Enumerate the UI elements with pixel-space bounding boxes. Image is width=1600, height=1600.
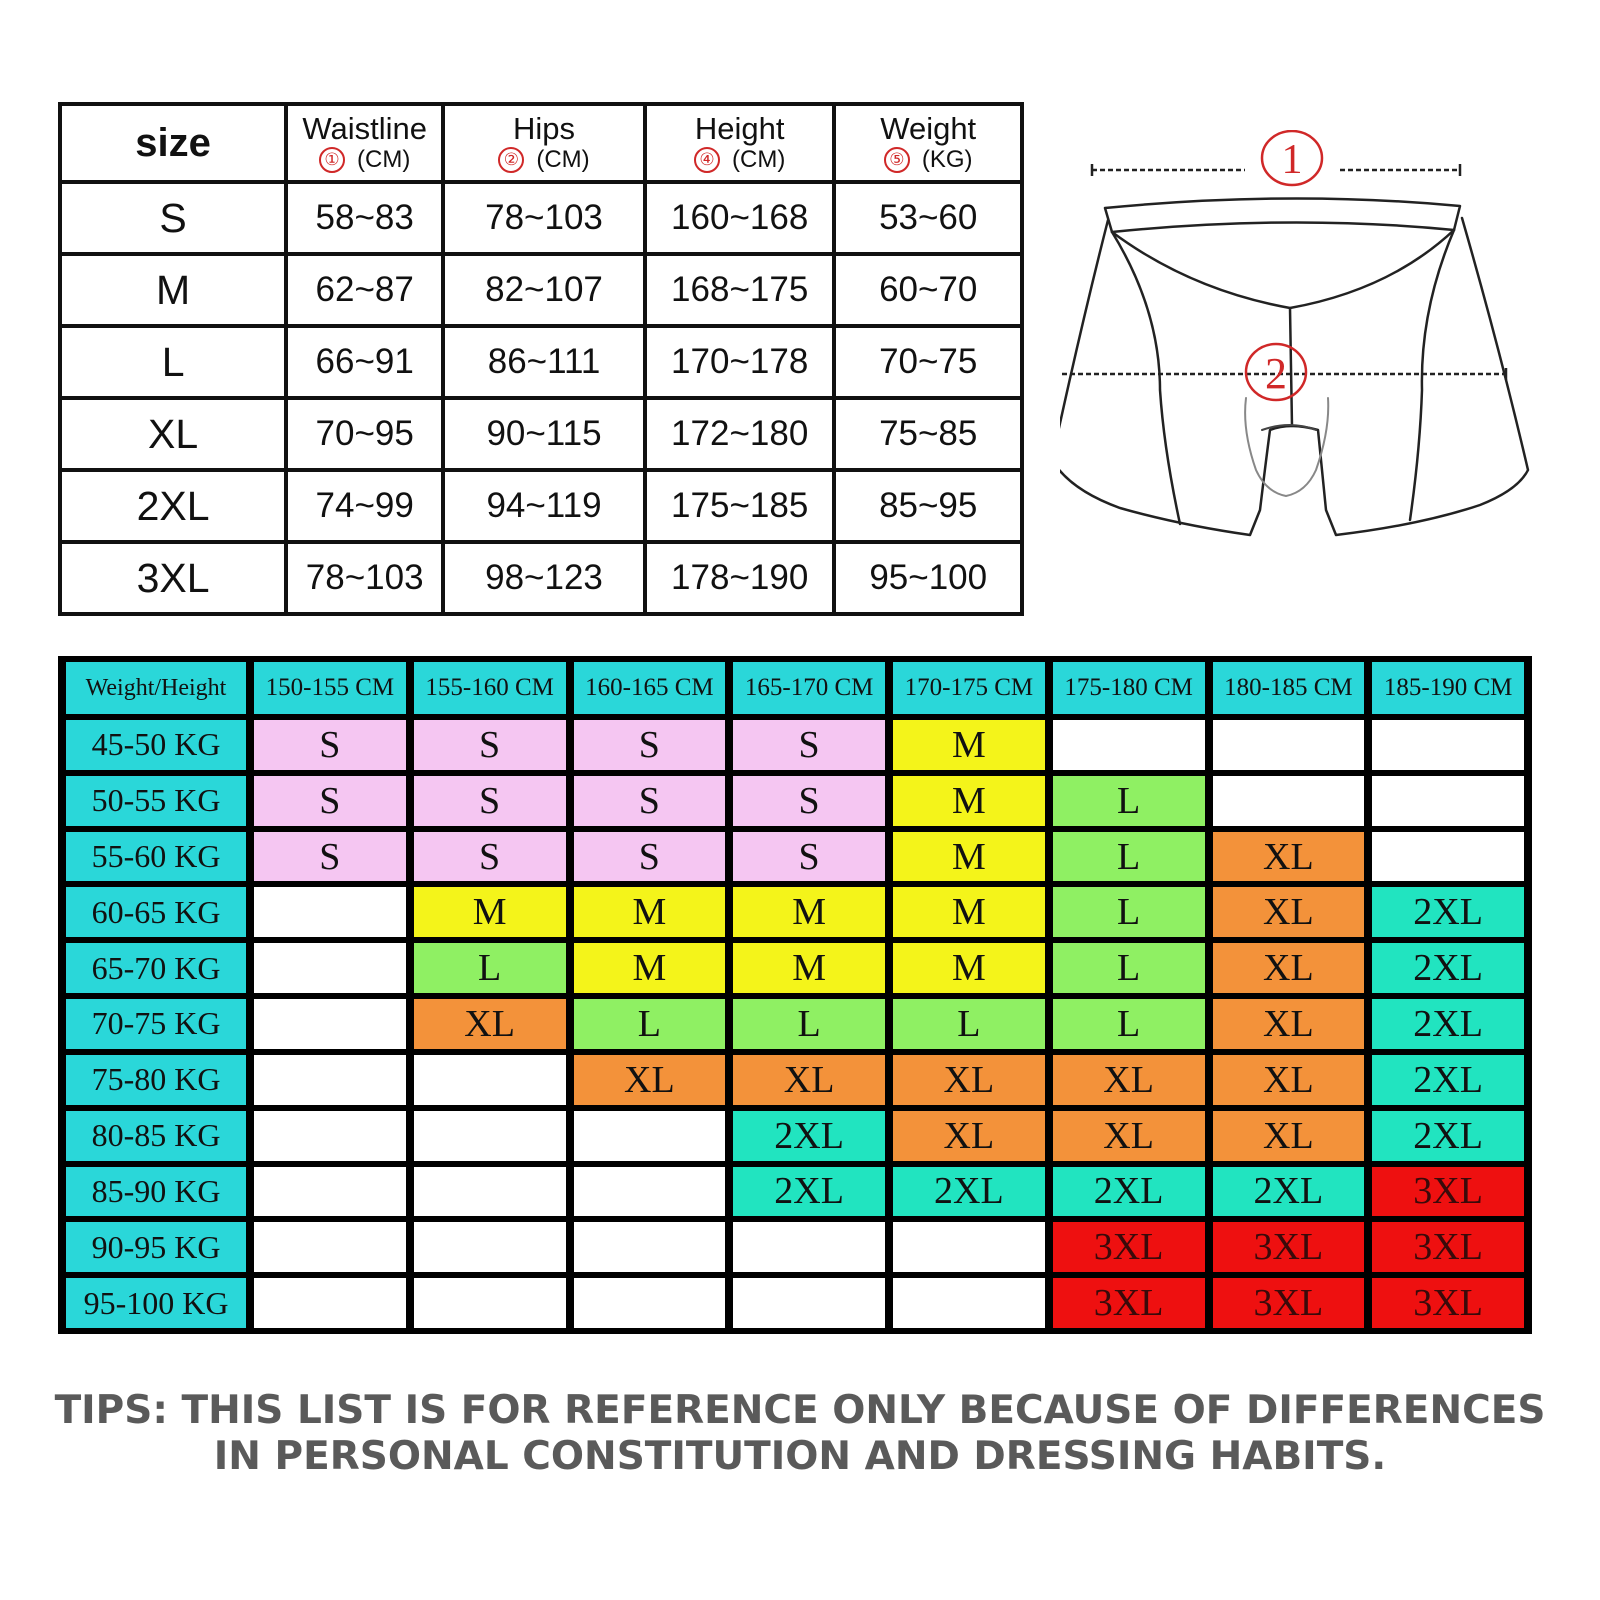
- size-recommendation-cell: XL: [1213, 1111, 1365, 1161]
- shorts-outline-icon: [1060, 198, 1528, 535]
- fit-chart-row: [66, 720, 1524, 770]
- empty-cell: [254, 1055, 406, 1105]
- size-table-row: [60, 182, 1022, 254]
- size-recommendation-cell: L: [1053, 999, 1205, 1049]
- height-column-header: 185-190 CM: [1372, 662, 1524, 714]
- height-range-cell: 172~180: [645, 398, 835, 470]
- weight-marker-icon: ⑤: [884, 147, 910, 173]
- size-recommendation-cell: S: [254, 776, 406, 826]
- size-recommendation-cell: 2XL: [733, 1111, 885, 1161]
- size-recommendation-cell: XL: [1213, 832, 1365, 882]
- size-recommendation-cell: 3XL: [1213, 1278, 1365, 1328]
- size-recommendation-cell: XL: [1053, 1055, 1205, 1105]
- size-recommendation-cell: L: [574, 999, 726, 1049]
- empty-cell: [574, 1167, 726, 1217]
- size-recommendation-cell: L: [1053, 943, 1205, 993]
- size-recommendation-cell: M: [893, 776, 1045, 826]
- height-unit: (CM): [732, 145, 786, 173]
- size-recommendation-cell: 2XL: [1372, 943, 1524, 993]
- fit-chart-row: [66, 1111, 1524, 1161]
- empty-cell: [574, 1278, 726, 1328]
- size-recommendation-cell: XL: [893, 1111, 1045, 1161]
- size-recommendation-cell: S: [574, 720, 726, 770]
- tips-line-2: IN PERSONAL CONSTITUTION AND DRESSING HABITS.: [213, 1434, 1387, 1479]
- weight-row-label: 45-50 KG: [66, 720, 246, 770]
- waistline-label: Waistline: [302, 110, 427, 146]
- empty-cell: [254, 999, 406, 1049]
- size-recommendation-cell: XL: [893, 1055, 1045, 1105]
- weight-row-label: 95-100 KG: [66, 1278, 246, 1328]
- size-recommendation-cell: S: [574, 776, 726, 826]
- size-recommendation-cell: XL: [1213, 887, 1365, 937]
- size-label-cell: 3XL: [60, 542, 286, 614]
- size-recommendation-cell: XL: [1213, 943, 1365, 993]
- size-recommendation-cell: 3XL: [1213, 1222, 1365, 1272]
- weight-range-cell: 95~100: [834, 542, 1022, 614]
- size-table-row: [60, 542, 1022, 614]
- size-recommendation-cell: 3XL: [1372, 1222, 1524, 1272]
- hips-range-cell: 86~111: [443, 326, 645, 398]
- size-recommendation-cell: 3XL: [1053, 1278, 1205, 1328]
- hips-range-cell: 78~103: [443, 182, 645, 254]
- size-recommendation-cell: M: [574, 943, 726, 993]
- size-recommendation-cell: 2XL: [1053, 1167, 1205, 1217]
- empty-cell: [414, 1167, 566, 1217]
- weight-row-label: 70-75 KG: [66, 999, 246, 1049]
- empty-cell: [254, 1278, 406, 1328]
- size-recommendation-cell: 2XL: [1372, 999, 1524, 1049]
- fit-chart-row: [66, 832, 1524, 882]
- waist-range-cell: 74~99: [286, 470, 443, 542]
- size-recommendation-cell: M: [893, 943, 1045, 993]
- size-measurement-table: [58, 102, 1024, 616]
- weight-row-label: 60-65 KG: [66, 887, 246, 937]
- size-label-cell: S: [60, 182, 286, 254]
- size-recommendation-cell: L: [1053, 776, 1205, 826]
- empty-cell: [254, 1111, 406, 1161]
- size-label-cell: L: [60, 326, 286, 398]
- size-recommendation-cell: S: [254, 720, 406, 770]
- hips-marker-label: 2: [1265, 349, 1287, 398]
- weight-label: Weight: [880, 110, 977, 146]
- size-recommendation-cell: M: [574, 887, 726, 937]
- size-recommendation-cell: XL: [1053, 1111, 1205, 1161]
- size-table-row: [60, 398, 1022, 470]
- weight-row-label: 75-80 KG: [66, 1055, 246, 1105]
- fit-chart-row: [66, 1222, 1524, 1272]
- empty-cell: [733, 1278, 885, 1328]
- empty-cell: [1372, 776, 1524, 826]
- waist-marker-label: 1: [1281, 137, 1303, 183]
- height-label: Height: [694, 110, 785, 146]
- fit-chart-row: [66, 1278, 1524, 1328]
- weight-row-label: 90-95 KG: [66, 1222, 246, 1272]
- fit-chart-row: [66, 1055, 1524, 1105]
- empty-cell: [254, 1167, 406, 1217]
- height-range-cell: 178~190: [645, 542, 835, 614]
- size-recommendation-cell: S: [254, 832, 406, 882]
- size-recommendation-cell: XL: [1213, 999, 1365, 1049]
- size-recommendation-cell: 2XL: [733, 1167, 885, 1217]
- weight-row-label: 85-90 KG: [66, 1167, 246, 1217]
- size-table-header: [60, 104, 1022, 182]
- weight-range-cell: 60~70: [834, 254, 1022, 326]
- size-recommendation-cell: L: [1053, 832, 1205, 882]
- size-recommendation-cell: 2XL: [1213, 1167, 1365, 1217]
- empty-cell: [414, 1111, 566, 1161]
- hips-label: Hips: [513, 110, 576, 146]
- size-recommendation-cell: XL: [1213, 1055, 1365, 1105]
- hips-range-cell: 98~123: [443, 542, 645, 614]
- size-recommendation-cell: 2XL: [1372, 1111, 1524, 1161]
- size-recommendation-cell: S: [733, 832, 885, 882]
- weight-row-label: 65-70 KG: [66, 943, 246, 993]
- size-recommendation-cell: 2XL: [893, 1167, 1045, 1217]
- waist-range-cell: 66~91: [286, 326, 443, 398]
- height-column-header: [645, 104, 835, 182]
- height-column-header: 160-165 CM: [574, 662, 726, 714]
- size-table-row: [60, 326, 1022, 398]
- size-table-row: [60, 470, 1022, 542]
- size-label-cell: M: [60, 254, 286, 326]
- size-recommendation-cell: L: [893, 999, 1045, 1049]
- size-recommendation-cell: S: [574, 832, 726, 882]
- empty-cell: [254, 943, 406, 993]
- empty-cell: [893, 1278, 1045, 1328]
- tips-line-1: TIPS: THIS LIST IS FOR REFERENCE ONLY BECAUSE OF DIFFERENCES: [54, 1388, 1546, 1433]
- height-range-cell: 160~168: [645, 182, 835, 254]
- size-table-row: [60, 254, 1022, 326]
- size-recommendation-cell: XL: [414, 999, 566, 1049]
- empty-cell: [733, 1222, 885, 1272]
- waistline-column-header: [286, 104, 443, 182]
- weight-column-header: [834, 104, 1022, 182]
- empty-cell: [1213, 776, 1365, 826]
- size-recommendation-cell: M: [893, 720, 1045, 770]
- hips-range-cell: 94~119: [443, 470, 645, 542]
- weight-height-corner-label: Weight/Height: [66, 662, 246, 714]
- empty-cell: [1372, 720, 1524, 770]
- waist-range-cell: 58~83: [286, 182, 443, 254]
- size-recommendation-cell: S: [414, 832, 566, 882]
- fit-chart-row: [66, 776, 1524, 826]
- fit-chart-row: [66, 943, 1524, 993]
- size-recommendation-cell: S: [733, 776, 885, 826]
- height-column-header: 165-170 CM: [733, 662, 885, 714]
- size-recommendation-cell: M: [893, 887, 1045, 937]
- height-column-header: 170-175 CM: [893, 662, 1045, 714]
- fit-chart-row: [66, 887, 1524, 937]
- height-column-header: 150-155 CM: [254, 662, 406, 714]
- size-recommendation-cell: S: [733, 720, 885, 770]
- size-recommendation-cell: M: [893, 832, 1045, 882]
- hips-marker-icon: ②: [498, 147, 524, 173]
- size-recommendation-cell: M: [733, 943, 885, 993]
- hips-unit: (CM): [536, 145, 590, 173]
- size-recommendation-cell: S: [414, 776, 566, 826]
- weight-range-cell: 75~85: [834, 398, 1022, 470]
- hips-column-header: [443, 104, 645, 182]
- fit-chart-row: [66, 1167, 1524, 1217]
- waist-range-cell: 78~103: [286, 542, 443, 614]
- weight-row-label: 55-60 KG: [66, 832, 246, 882]
- empty-cell: [414, 1222, 566, 1272]
- fit-chart-header-row: [66, 662, 1524, 714]
- empty-cell: [1372, 832, 1524, 882]
- empty-cell: [414, 1055, 566, 1105]
- size-recommendation-cell: L: [1053, 887, 1205, 937]
- empty-cell: [414, 1278, 566, 1328]
- size-recommendation-cell: 2XL: [1372, 887, 1524, 937]
- empty-cell: [254, 1222, 406, 1272]
- weight-row-label: 80-85 KG: [66, 1111, 246, 1161]
- height-marker-icon: ④: [694, 147, 720, 173]
- height-column-header: 175-180 CM: [1053, 662, 1205, 714]
- waist-marker-icon: ①: [319, 147, 345, 173]
- height-range-cell: 175~185: [645, 470, 835, 542]
- height-range-cell: 170~178: [645, 326, 835, 398]
- size-label-cell: 2XL: [60, 470, 286, 542]
- size-recommendation-cell: 2XL: [1372, 1055, 1524, 1105]
- waist-range-cell: 62~87: [286, 254, 443, 326]
- weight-range-cell: 85~95: [834, 470, 1022, 542]
- empty-cell: [1053, 720, 1205, 770]
- size-recommendation-cell: 3XL: [1053, 1222, 1205, 1272]
- empty-cell: [893, 1222, 1045, 1272]
- size-label-cell: XL: [60, 398, 286, 470]
- weight-range-cell: 70~75: [834, 326, 1022, 398]
- weight-range-cell: 53~60: [834, 182, 1022, 254]
- empty-cell: [1213, 720, 1365, 770]
- weight-unit: (KG): [921, 145, 973, 173]
- empty-cell: [254, 887, 406, 937]
- hips-range-cell: 82~107: [443, 254, 645, 326]
- size-recommendation-cell: L: [733, 999, 885, 1049]
- waist-range-cell: 70~95: [286, 398, 443, 470]
- weight-height-fit-chart: [58, 656, 1532, 1334]
- height-range-cell: 168~175: [645, 254, 835, 326]
- size-recommendation-cell: 3XL: [1372, 1278, 1524, 1328]
- empty-cell: [574, 1222, 726, 1272]
- height-column-header: 155-160 CM: [414, 662, 566, 714]
- size-recommendation-cell: S: [414, 720, 566, 770]
- hips-range-cell: 90~115: [443, 398, 645, 470]
- size-recommendation-cell: M: [414, 887, 566, 937]
- waistline-unit: (CM): [357, 145, 411, 173]
- size-recommendation-cell: M: [733, 887, 885, 937]
- fit-chart-row: [66, 999, 1524, 1049]
- height-column-header: 180-185 CM: [1213, 662, 1365, 714]
- size-recommendation-cell: L: [414, 943, 566, 993]
- size-column-header: size: [60, 104, 286, 182]
- tips-note: [0, 1388, 1600, 1480]
- empty-cell: [574, 1111, 726, 1161]
- size-recommendation-cell: 3XL: [1372, 1167, 1524, 1217]
- size-recommendation-cell: XL: [574, 1055, 726, 1105]
- shorts-measurement-diagram: [1060, 130, 1560, 570]
- size-recommendation-cell: XL: [733, 1055, 885, 1105]
- weight-row-label: 50-55 KG: [66, 776, 246, 826]
